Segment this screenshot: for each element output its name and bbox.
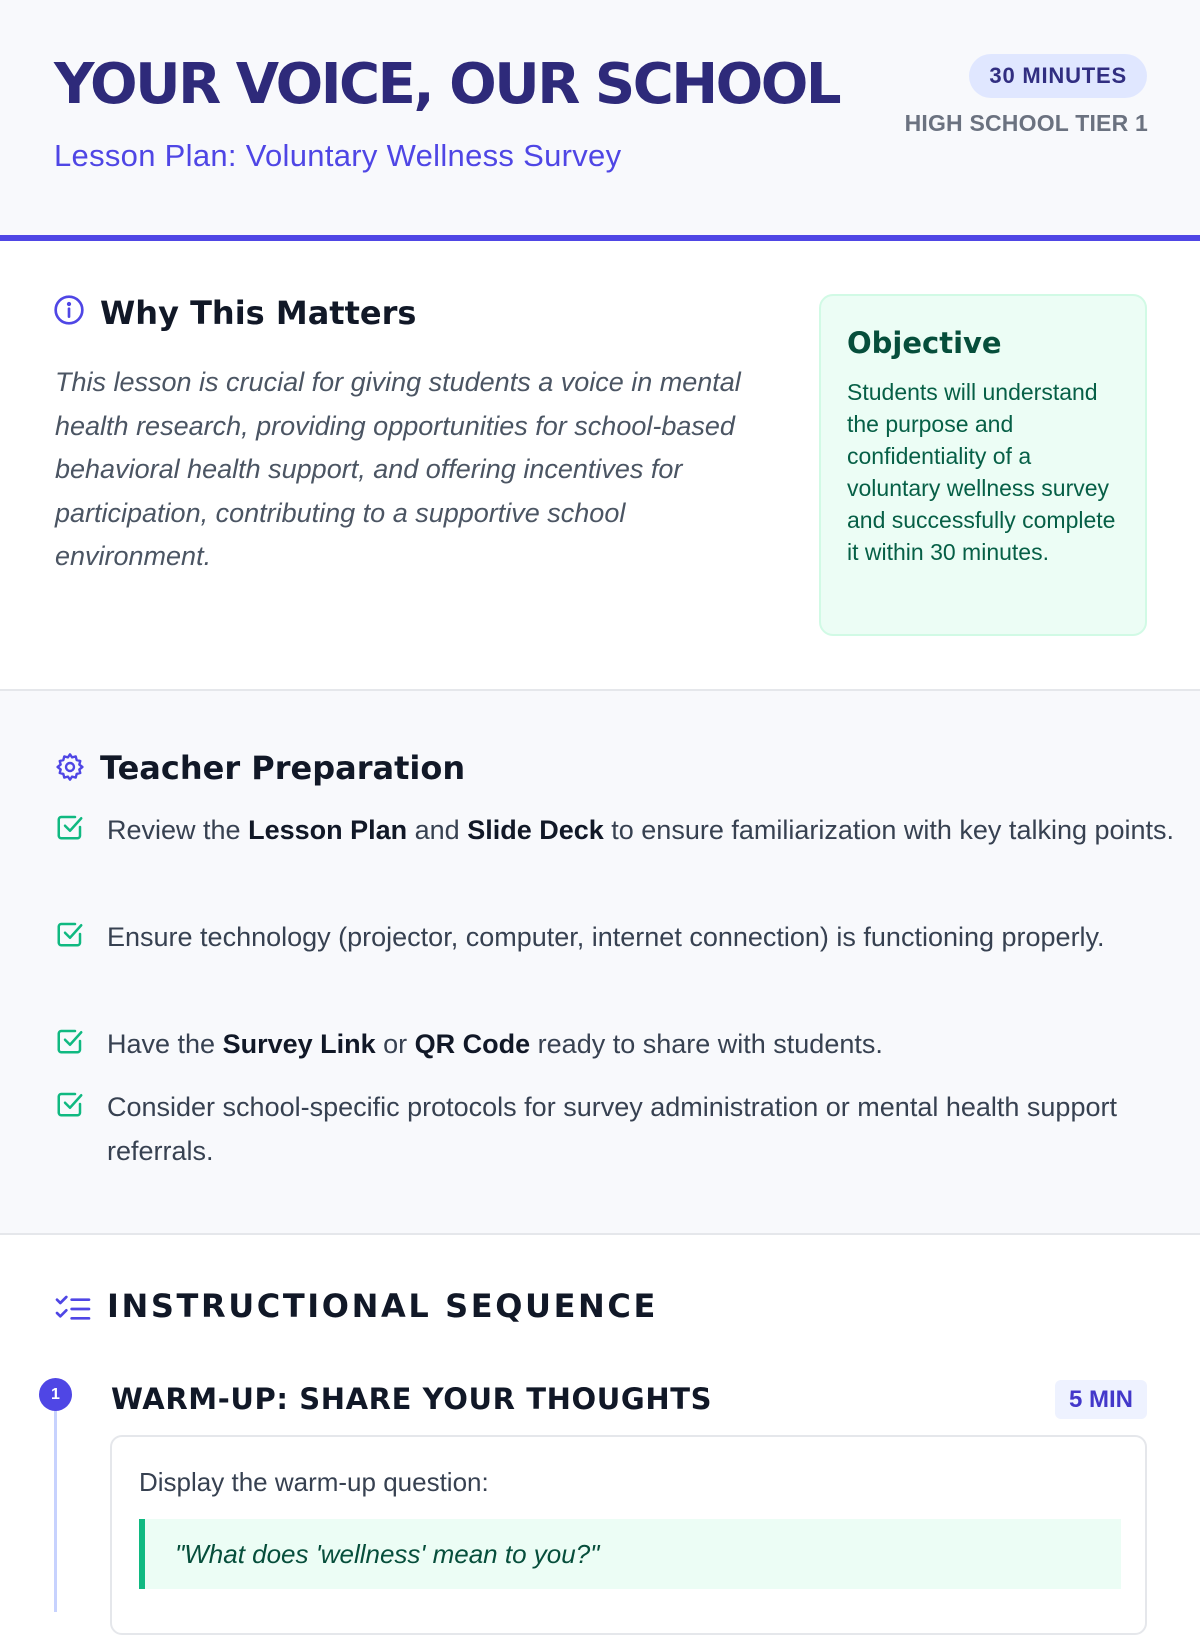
warm-up-quote: "What does 'wellness' mean to you?" — [139, 1519, 1121, 1589]
objective-card — [819, 294, 1147, 636]
prep-item-text: Consider school-specific protocols for survey administration or mental health support referrals. — [107, 1092, 1117, 1166]
prep-title: Teacher Preparation — [100, 749, 466, 787]
teacher-prep-section — [0, 691, 1200, 1235]
prep-item — [55, 1022, 1155, 1068]
why-title: Why This Matters — [100, 294, 417, 332]
prep-item — [55, 1085, 1155, 1175]
check-square-icon — [55, 919, 85, 949]
gear-icon — [54, 751, 86, 783]
prep-item-text: Have the Survey Link or QR Code ready to share with students. — [107, 1029, 883, 1059]
lesson-header — [0, 0, 1200, 241]
step-instruction: Display the warm-up question: — [139, 1467, 489, 1497]
prep-item — [55, 808, 1175, 898]
page-title: YOUR VOICE, OUR SCHOOL — [54, 52, 840, 117]
info-icon — [53, 294, 85, 326]
tier-label: HIGH SCHOOL TIER 1 — [904, 110, 1148, 136]
why-section — [0, 241, 1200, 691]
step-title: WARM-UP: SHARE YOUR THOUGHTS — [111, 1382, 713, 1416]
prep-item-text: Ensure technology (projector, computer, internet connection) is functioning properly. — [107, 922, 1105, 952]
duration-badge: 30 MINUTES — [969, 54, 1147, 98]
prep-item-text: Review the Lesson Plan and Slide Deck to ensure familiarization with key talking points. — [107, 815, 1175, 845]
step-number-badge: 1 — [39, 1378, 72, 1411]
why-text: This lesson is crucial for giving students a voice in mental health research, providing opportunities for school-based behavioral health support, and offering incentives for participation, contributing to a supportive school environment. — [55, 367, 741, 571]
objective-title: Objective — [847, 326, 1002, 360]
prep-item — [55, 915, 1155, 1005]
check-square-icon — [55, 812, 85, 842]
checklist-icon — [54, 1293, 92, 1325]
check-square-icon — [55, 1026, 85, 1056]
step-time-badge: 5 MIN — [1055, 1380, 1147, 1419]
sequence-title: INSTRUCTIONAL SEQUENCE — [107, 1287, 658, 1325]
check-square-icon — [55, 1089, 85, 1119]
instructional-sequence-section — [0, 1235, 1200, 1600]
objective-text: Students will understand the purpose and confidentiality of a voluntary wellness survey and successfully complete it within 30 minutes. — [847, 379, 1116, 565]
timeline-line — [54, 1392, 57, 1612]
page-subtitle: Lesson Plan: Voluntary Wellness Survey — [54, 138, 622, 173]
step-card — [110, 1435, 1147, 1635]
